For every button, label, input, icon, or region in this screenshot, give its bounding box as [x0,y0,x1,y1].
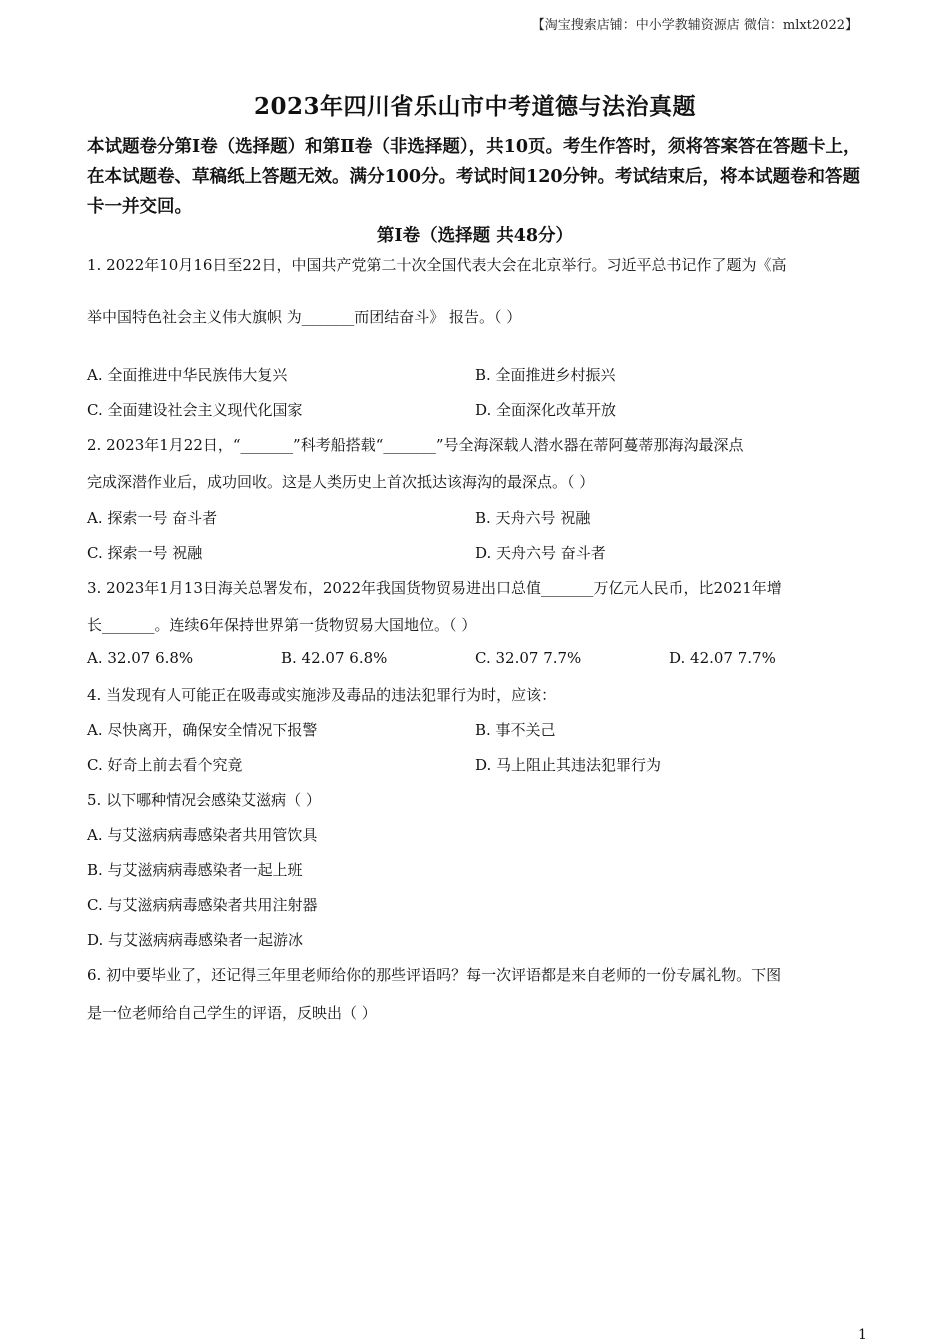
question-4-option-a: A. 尽快离开，确保安全情况下报警 [87,721,318,739]
question-1-option-b: B. 全面推进乡村振兴 [475,366,616,384]
question-1-stem-line-1: 1. 2022年10月16日至22日，中国共产党第二十次全国代表大会在北京举行。习近平总书记作了题为《高 [87,256,787,274]
question-5-stem: 5. 以下哪种情况会感染艾滋病（ ） [87,791,321,809]
question-2-option-c: C. 探索一号 祝融 [87,544,203,562]
question-5-option-d: D. 与艾滋病病毒感染者一起游冰 [87,931,304,949]
question-4-option-b: B. 事不关己 [475,721,556,739]
question-2-stem-line-2: 完成深潜作业后，成功回收。这是人类历史上首次抵达该海沟的最深点。（ ） [87,473,595,491]
question-1-option-a: A. 全面推进中华民族伟大复兴 [87,366,288,384]
question-6-stem-line-1: 6. 初中要毕业了，还记得三年里老师给你的那些评语吗？每一次评语都是来自老师的一份专属礼物。下图 [87,966,782,984]
section-heading: 第Ⅰ卷（选择题 共48分） [376,226,574,246]
question-5-option-b: B. 与艾滋病病毒感染者一起上班 [87,861,303,879]
question-3-option-c: C. 32.07 7.7% [475,649,582,667]
question-4-option-d: D. 马上阻止其违法犯罪行为 [475,756,662,774]
page-number: 1 [858,1327,867,1343]
question-2-stem-line-1: 2. 2023年1月22日，“_______”科考船搭载“_______”号全海深载人潜水器在蒂阿蔓蒂那海沟最深点 [87,436,744,454]
question-2-option-d: D. 天舟六号 奋斗者 [475,544,606,562]
question-5-option-a: A. 与艾滋病病毒感染者共用管饮具 [87,826,318,844]
question-2-option-a: A. 探索一号 奋斗者 [87,509,218,527]
question-4-option-c: C. 好奇上前去看个究竟 [87,756,243,774]
header-note: 【淘宝搜索店铺：中小学教辅资源店 微信：mlxt2022】 [531,18,858,33]
question-4-stem: 4. 当发现有人可能正在吸毒或实施涉及毒品的违法犯罪行为时，应该： [87,686,557,704]
question-1-option-d: D. 全面深化改革开放 [475,401,617,419]
page-title: 2023年四川省乐山市中考道德与法治真题 [253,93,696,120]
question-3-option-d: D. 42.07 7.7% [669,649,776,667]
question-6-stem-line-2: 是一位老师给自己学生的评语，反映出（ ） [87,1004,377,1022]
question-3-stem-line-2: 长_______。连续6年保持世界第一货物贸易大国地位。（ ） [87,616,477,634]
question-1-option-c: C. 全面建设社会主义现代化国家 [87,401,303,419]
question-3-option-a: A. 32.07 6.8% [87,649,194,667]
question-2-option-b: B. 天舟六号 祝融 [475,509,591,527]
question-5-option-c: C. 与艾滋病病毒感染者共用注射器 [87,896,318,914]
question-3-stem-line-1: 3. 2023年1月13日海关总署发布，2022年我国货物贸易进出口总值_______万亿元人民币，比2021年增 [87,579,782,597]
question-1-stem-line-2: 举中国特色社会主义伟大旗帜 为_______而团结奋斗》 报告。（ ） [87,308,522,326]
question-3-option-b: B. 42.07 6.8% [281,649,388,667]
exam-instructions: 本试题卷分第Ⅰ卷（选择题）和第Ⅱ卷（非选择题），共10页。考生作答时，须将答案答在答题卡上，在本试题卷、草稿纸上答题无效。满分100分。考试时间120分钟。考试结束后，将本试题卷和答题卡一并交回。 [87,137,861,217]
